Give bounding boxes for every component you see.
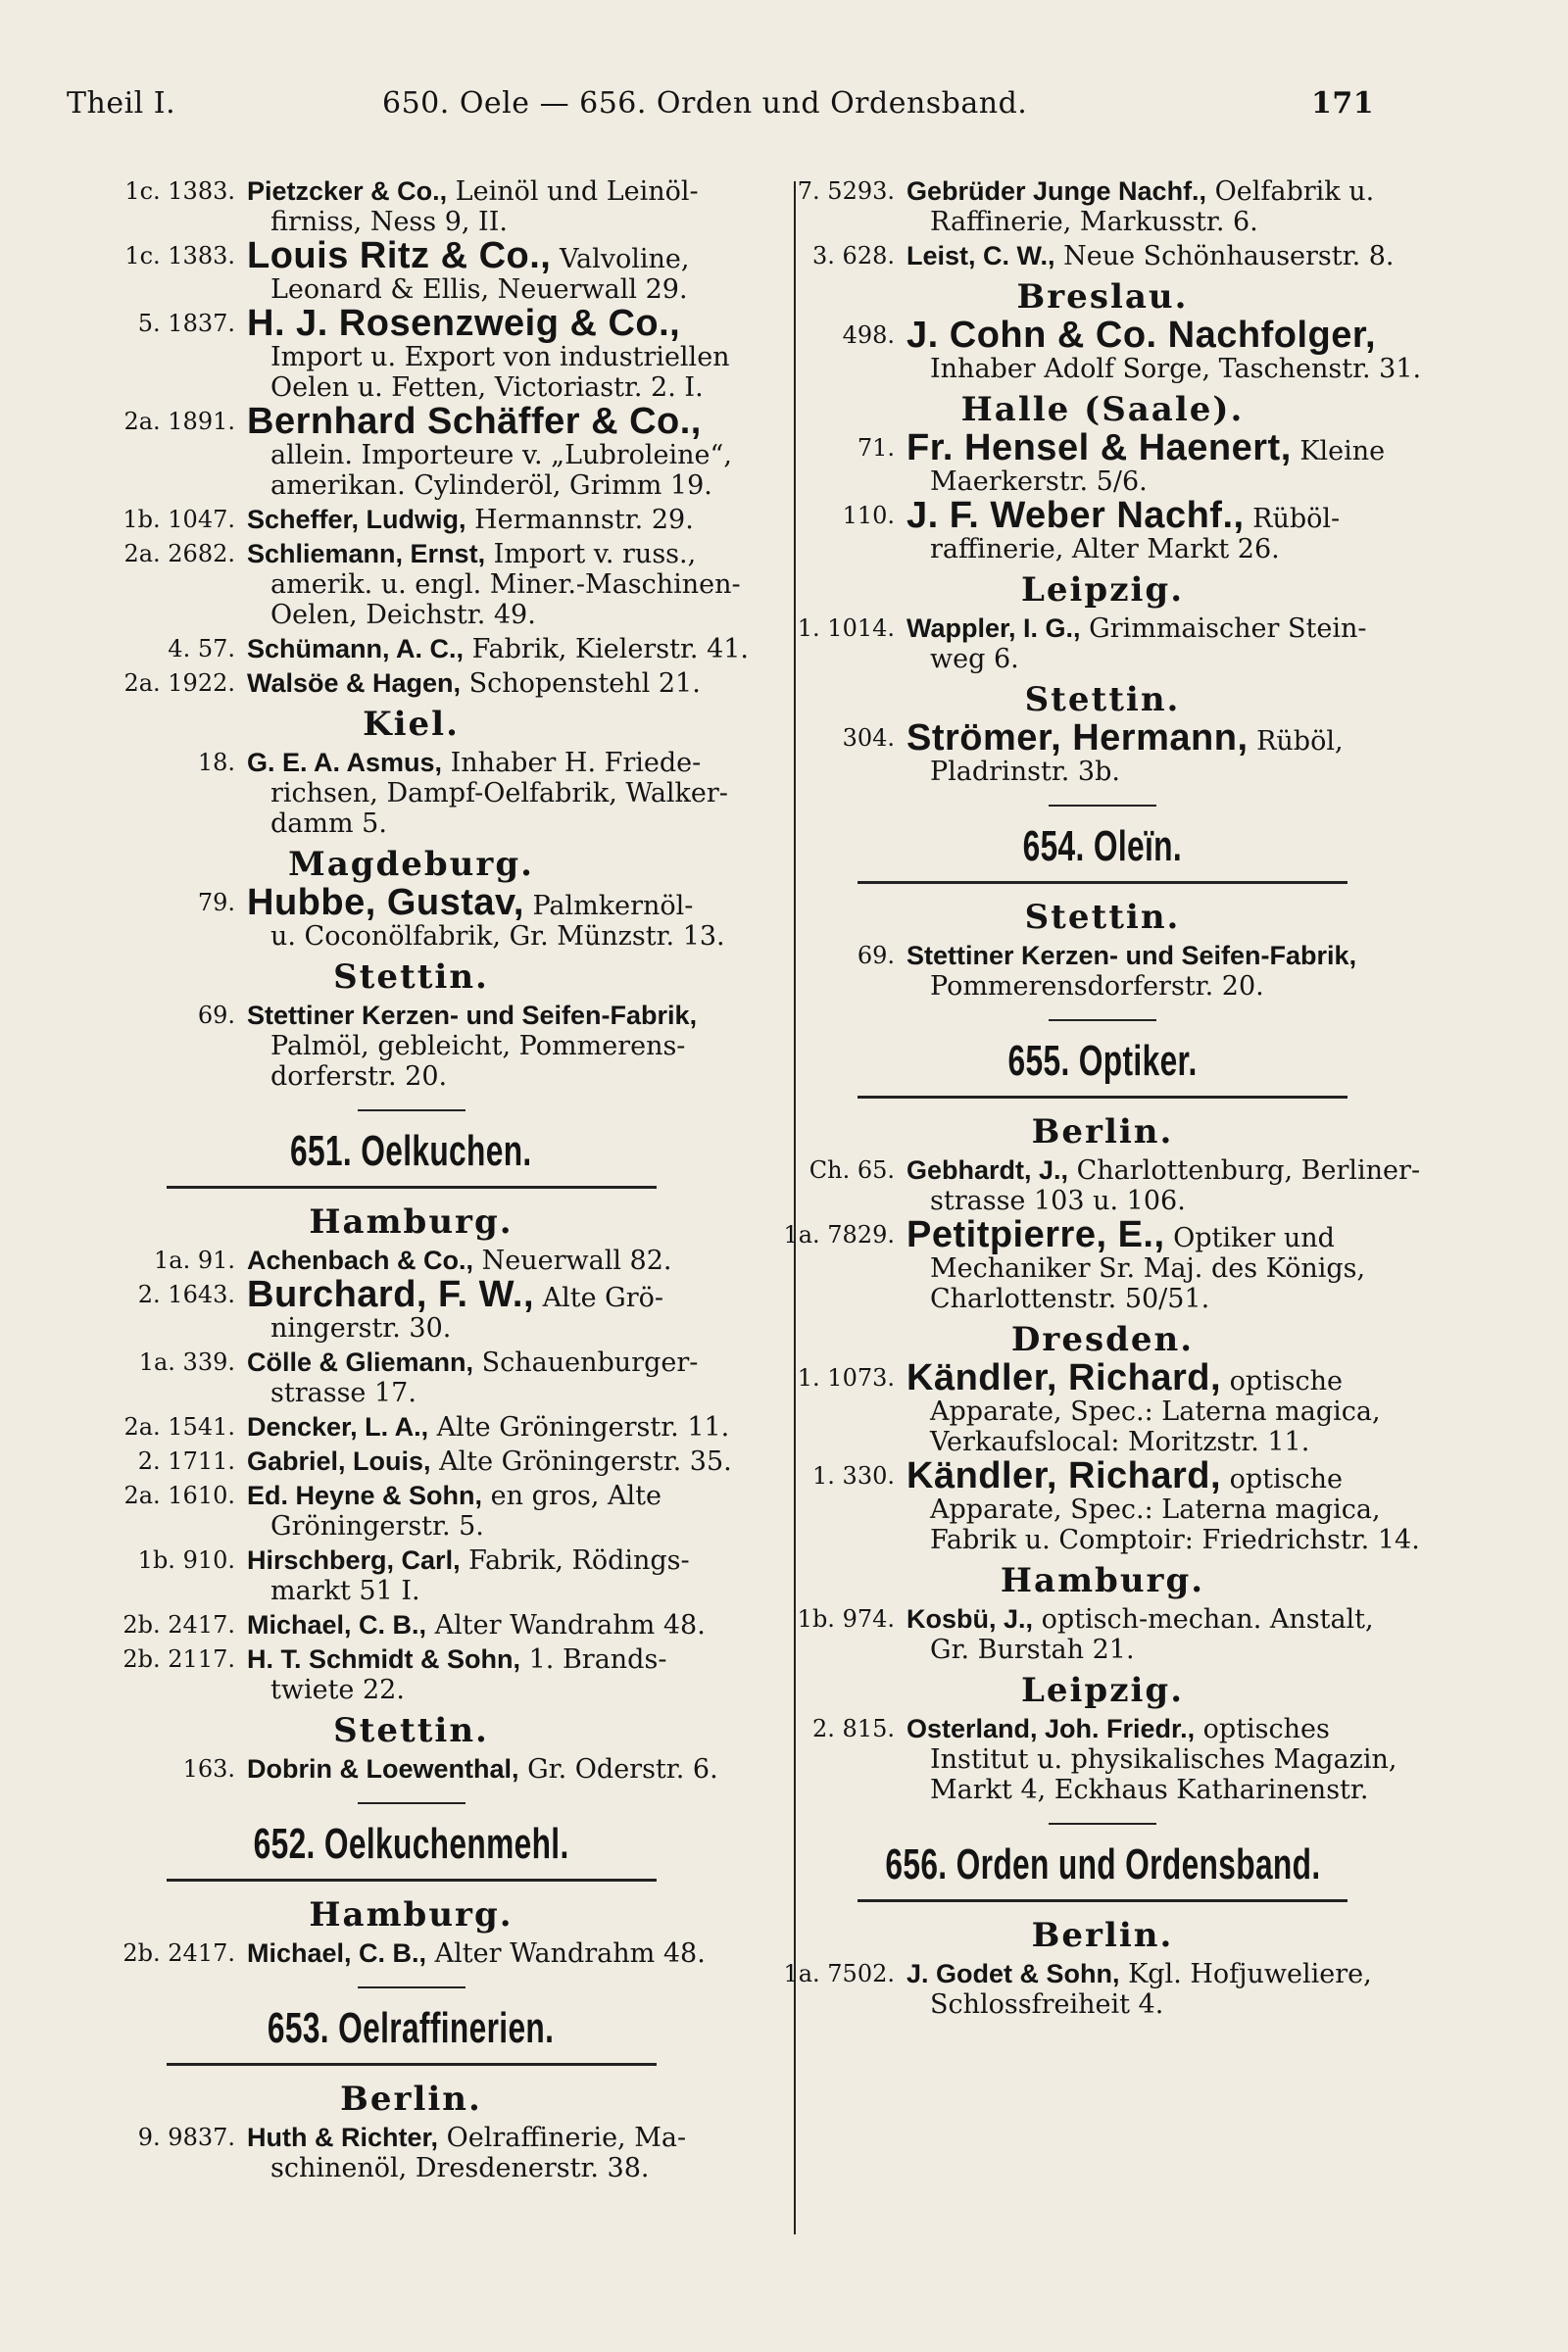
entry-body (906, 1959, 1446, 2020)
entry-continuation: Mechaniker Sr. Maj. des Königs, Charlottenstr. 50/51. (930, 1253, 1366, 1314)
entry-body (247, 1274, 761, 1344)
entry-body (247, 1644, 761, 1705)
directory-entry (760, 613, 1446, 674)
directory-entry (61, 1274, 761, 1344)
city-heading: Berlin. (1031, 1112, 1174, 1152)
entry-detail: Grimmaischer Stein- (1080, 613, 1367, 644)
entry-detail: Optiker und (1164, 1223, 1335, 1253)
section-block (61, 1802, 761, 1882)
entry-number: 1. 1014. (797, 614, 895, 642)
entry-detail: en gros, Alte (482, 1481, 662, 1511)
entry-number: 7. 5293. (797, 177, 895, 205)
entry-body (247, 748, 761, 839)
entry-body (247, 176, 761, 237)
company-name: Petitpierre, E., (906, 1214, 1165, 1255)
entry-continuation: richsen, Dampf-Oelfabrik, Walker-damm 5. (270, 778, 728, 839)
directory-entry (61, 1938, 761, 1969)
entry-number: 2b. 2417. (122, 1939, 235, 1967)
directory-entry (760, 941, 1446, 1002)
entry-body (906, 427, 1446, 497)
header-part-label: Theil I. (67, 86, 176, 121)
entry-continuation: Pladrinstr. 3b. (930, 757, 1120, 787)
company-name: Bernhard Schäffer & Co., (247, 401, 702, 442)
directory-entry (760, 1714, 1446, 1805)
section-rule-long (858, 1096, 1348, 1099)
entry-detail: Inhaber H. Friede- (442, 748, 702, 778)
company-name: Strömer, Hermann, (906, 717, 1249, 759)
entry-detail: Kgl. Hofjuweliere, (1119, 1959, 1372, 1989)
section-rule-long (167, 1186, 657, 1189)
entry-number: 2a. 1891. (123, 408, 235, 435)
entry-body (906, 717, 1446, 787)
company-name: Gabriel, Louis, (247, 1446, 431, 1476)
entry-body (906, 1604, 1446, 1665)
directory-entry (61, 882, 761, 952)
entry-detail: Leinöl und Leinöl- (447, 176, 699, 207)
entry-detail: optische (1221, 1464, 1343, 1494)
directory-entry (61, 1754, 761, 1785)
directory-entry (760, 495, 1446, 564)
entry-continuation: u. Coconölfabrik, Gr. Münzstr. 13. (270, 921, 725, 952)
entry-detail: optisches (1195, 1714, 1330, 1744)
company-name: Leist, C. W., (906, 241, 1055, 270)
entry-continuation: weg 6. (930, 644, 1019, 674)
entry-body (906, 1714, 1446, 1805)
city-heading: Berlin. (1031, 1916, 1174, 1955)
directory-entry (61, 1348, 761, 1408)
directory-entry (61, 1610, 761, 1641)
entry-body (247, 634, 761, 664)
entry-body (906, 176, 1446, 237)
entry-number: 110. (842, 502, 895, 529)
entry-continuation: twiete 22. (270, 1675, 405, 1705)
entry-detail: Alter Wandrahm 48. (426, 1938, 706, 1969)
entry-body (906, 1214, 1446, 1314)
section-rule-long (858, 1899, 1348, 1902)
entry-body (247, 882, 761, 952)
entry-number: 1a. 7829. (783, 1221, 895, 1249)
entry-detail: Charlottenburg, Berliner- (1068, 1155, 1421, 1186)
entry-continuation: Schlossfreiheit 4. (930, 1989, 1164, 2020)
entry-number: 3. 628. (812, 242, 895, 270)
entry-body (247, 303, 761, 403)
directory-entry (61, 748, 761, 839)
entry-detail: Rüböl, (1248, 726, 1344, 757)
entry-detail: Alter Wandrahm 48. (426, 1610, 706, 1641)
entry-number: 1b. 974. (797, 1605, 895, 1633)
entry-number: 163. (182, 1755, 235, 1783)
entry-continuation: Palmöl, gebleicht, Pommerens-dorferstr. 20. (270, 1031, 686, 1092)
entry-continuation: Institut u. physikalisches Magazin, Markt 4, Eckhaus Katharinenstr. (930, 1744, 1397, 1805)
directory-entry (760, 1155, 1446, 1216)
company-name: Dobrin & Loewenthal, (247, 1754, 519, 1784)
entry-body (247, 1412, 761, 1443)
entry-detail: Neuerwall 82. (473, 1246, 672, 1276)
company-name: Kändler, Richard, (906, 1357, 1222, 1398)
company-name: Schliemann, Ernst, (247, 539, 486, 568)
directory-entry (61, 1446, 761, 1477)
entry-continuation: allein. Importeure v. „Lubroleine“, amerikan. Cylinderöl, Grimm 19. (270, 440, 732, 501)
entry-body (906, 315, 1446, 384)
company-name: G. E. A. Asmus, (247, 748, 443, 777)
section-title: 655. Optiker. (1007, 1037, 1198, 1085)
entry-number: 69. (197, 1002, 235, 1029)
city-heading: Hamburg. (1000, 1561, 1205, 1600)
entry-body (906, 495, 1446, 564)
section-block (760, 1823, 1446, 1902)
entry-number: 1c. 1383. (124, 177, 235, 205)
entry-continuation: Maerkerstr. 5/6. (930, 466, 1148, 497)
section-rule-long (167, 2063, 657, 2066)
company-name: Fr. Hensel & Haenert, (906, 427, 1292, 468)
company-name: Achenbach & Co., (247, 1246, 474, 1275)
right-column (760, 176, 1446, 2024)
entry-continuation: strasse 103 u. 106. (930, 1186, 1186, 1216)
company-name: Stettiner Kerzen- und Seifen-Fabrik, (906, 941, 1357, 970)
entry-body (906, 941, 1446, 1002)
entry-detail: optische (1221, 1366, 1343, 1396)
entry-continuation: Pommerensdorferstr. 20. (930, 971, 1264, 1002)
city-heading: Hamburg. (309, 1202, 514, 1242)
entry-number: 5. 1837. (137, 310, 235, 337)
city-heading: Kiel. (363, 705, 460, 744)
section-rule-long (167, 1879, 657, 1882)
company-name: Michael, C. B., (247, 1610, 427, 1640)
company-name: Walsöe & Hagen, (247, 668, 462, 698)
entry-body (247, 1938, 761, 1969)
entry-body (247, 2123, 761, 2183)
company-name: J. Cohn & Co. Nachfolger, (906, 315, 1377, 356)
company-name: Kändler, Richard, (906, 1455, 1222, 1496)
city-heading: Leipzig. (1020, 570, 1185, 610)
entry-number: 2. 1643. (137, 1281, 235, 1308)
company-name: H. J. Rosenzweig & Co., (247, 303, 681, 344)
directory-entry (760, 176, 1446, 237)
entry-continuation: Gr. Burstah 21. (930, 1635, 1135, 1665)
entry-number: 9. 9837. (137, 2124, 235, 2151)
city-heading: Hamburg. (309, 1895, 514, 1935)
directory-entry (61, 1545, 761, 1606)
entry-detail: Rüböl- (1244, 504, 1341, 534)
city-heading: Dresden. (1010, 1320, 1195, 1359)
company-name: Gebhardt, J., (906, 1155, 1069, 1185)
entry-detail: Fabrik, Rödings- (460, 1545, 690, 1576)
section-block (760, 1019, 1446, 1099)
entry-detail: Valvoline, (551, 244, 690, 274)
entry-number: 1b. 1047. (122, 506, 235, 533)
directory-entry (760, 1214, 1446, 1314)
company-name: Osterland, Joh. Friedr., (906, 1714, 1196, 1743)
company-name: Hirschberg, Carl, (247, 1545, 461, 1575)
directory-entry (61, 539, 761, 630)
entry-body (247, 401, 761, 501)
company-name: Kosbü, J., (906, 1604, 1034, 1634)
entry-detail: Import v. russ., (485, 539, 697, 569)
entry-continuation: schinenöl, Dresdenerstr. 38. (270, 2153, 650, 2183)
city-heading: Halle (Saale). (960, 390, 1245, 429)
entry-body (906, 1357, 1446, 1457)
entry-body (247, 1246, 761, 1276)
company-name: Gebrüder Junge Nachf., (906, 176, 1207, 206)
directory-entry (61, 1412, 761, 1443)
entry-number: 79. (197, 889, 235, 916)
header-section-range: 650. Oele — 656. Orden und Ordensband. (382, 86, 1028, 121)
entry-continuation: raffinerie, Alter Markt 26. (930, 534, 1280, 564)
entry-number: 2b. 2117. (122, 1645, 235, 1673)
entry-number: 18. (197, 749, 235, 776)
directory-entry (61, 176, 761, 237)
entry-continuation: Import u. Export von industriellen Oelen u. Fetten, Victoriastr. 2. I. (270, 342, 730, 403)
entry-body (247, 1348, 761, 1408)
city-heading: Stettin. (333, 1711, 489, 1750)
entry-number: 2a. 2682. (123, 540, 235, 567)
entry-number: 69. (857, 942, 895, 969)
entry-detail: Oelfabrik u. (1206, 176, 1375, 207)
section-block (760, 805, 1446, 884)
entry-body (906, 1155, 1446, 1216)
page-number: 171 (1311, 86, 1375, 121)
entry-continuation: markt 51 I. (270, 1576, 420, 1606)
city-heading: Stettin. (1024, 680, 1181, 719)
entry-detail: Hermannstr. 29. (466, 505, 694, 535)
directory-entry (760, 315, 1446, 384)
entry-detail: Fabrik, Kielerstr. 41. (464, 634, 750, 664)
entry-continuation: Raffinerie, Markusstr. 6. (930, 207, 1258, 237)
entry-body (247, 539, 761, 630)
entry-continuation: Apparate, Spec.: Laterna magica, Fabrik u. Comptoir: Friedrichstr. 14. (930, 1494, 1420, 1555)
entry-detail: Neue Schönhauserstr. 8. (1054, 241, 1395, 271)
company-name: Hubbe, Gustav, (247, 882, 524, 923)
directory-entry (760, 717, 1446, 787)
section-block (61, 1986, 761, 2066)
entry-number: 71. (857, 434, 895, 462)
directory-entry (61, 2123, 761, 2183)
entry-continuation: Leonard & Ellis, Neuerwall 29. (270, 274, 688, 305)
entry-detail: Schauenburger- (473, 1348, 699, 1378)
entry-continuation: amerik. u. engl. Miner.-Maschinen-Oelen, Deichstr. 49. (270, 569, 741, 630)
directory-entry (61, 1246, 761, 1276)
entry-continuation: Inhaber Adolf Sorge, Taschenstr. 31. (930, 354, 1422, 384)
entry-body (906, 613, 1446, 674)
entry-detail: Gr. Oderstr. 6. (518, 1754, 718, 1785)
city-heading: Stettin. (1024, 898, 1181, 937)
entry-number: 1b. 910. (137, 1546, 235, 1574)
entry-number: 1a. 339. (138, 1348, 235, 1376)
company-name: Huth & Richter, (247, 2123, 439, 2152)
entry-detail: Oelraffinerie, Ma- (438, 2123, 687, 2153)
entry-body (247, 1610, 761, 1641)
entry-detail: 1. Brands- (520, 1644, 667, 1675)
directory-entry (61, 401, 761, 501)
company-name: Pietzcker & Co., (247, 176, 448, 206)
entry-number: Ch. 65. (808, 1156, 895, 1184)
company-name: Stettiner Kerzen- und Seifen-Fabrik, (247, 1001, 698, 1030)
section-title: 656. Orden und Ordensband. (884, 1840, 1321, 1888)
section-title: 651. Oelkuchen. (290, 1127, 532, 1175)
entry-continuation: Apparate, Spec.: Laterna magica, Verkaufslocal: Moritzstr. 11. (930, 1396, 1381, 1457)
entry-detail: Alte Grö- (534, 1283, 664, 1313)
directory-entry (760, 1959, 1446, 2020)
entry-body (247, 1481, 761, 1542)
company-name: Ed. Heyne & Sohn, (247, 1481, 483, 1510)
entry-number: 4. 57. (168, 635, 235, 662)
entry-number: 1a. 91. (153, 1247, 235, 1274)
left-column (61, 176, 761, 2187)
section-title: 654. Oleïn. (1022, 822, 1183, 870)
entry-body (247, 1545, 761, 1606)
city-heading: Berlin. (340, 2080, 482, 2119)
city-heading: Breslau. (1016, 277, 1189, 317)
entry-number: 2. 1711. (137, 1447, 235, 1475)
entry-continuation: ningerstr. 30. (270, 1313, 452, 1344)
company-name: J. F. Weber Nachf., (906, 495, 1245, 536)
entry-detail: Alte Gröningerstr. 11. (428, 1412, 730, 1443)
section-rule-short (1049, 805, 1156, 807)
entry-number: 2a. 1922. (123, 669, 235, 697)
directory-entry (61, 1644, 761, 1705)
entry-body (247, 1001, 761, 1092)
company-name: Burchard, F. W., (247, 1274, 535, 1315)
company-name: H. T. Schmidt & Sohn, (247, 1644, 521, 1674)
directory-entry (760, 241, 1446, 271)
directory-entry (61, 634, 761, 664)
section-block (61, 1109, 761, 1189)
entry-body (247, 1446, 761, 1477)
directory-entry (760, 427, 1446, 497)
entry-number: 498. (842, 321, 895, 349)
directory-entry (61, 235, 761, 305)
entry-number: 2. 815. (812, 1715, 895, 1742)
city-heading: Leipzig. (1020, 1671, 1185, 1710)
entry-detail: optisch-mechan. Anstalt, (1033, 1604, 1374, 1635)
entry-body (247, 668, 761, 699)
entry-body (247, 235, 761, 305)
entry-continuation: Gröningerstr. 5. (270, 1511, 484, 1542)
entry-continuation: firniss, Ness 9, II. (270, 207, 508, 237)
company-name: Michael, C. B., (247, 1938, 427, 1968)
entry-number: 2a. 1541. (123, 1413, 235, 1441)
entry-number: 2a. 1610. (123, 1482, 235, 1509)
city-heading: Magdeburg. (288, 845, 534, 884)
company-name: Louis Ritz & Co., (247, 235, 552, 276)
entry-body (906, 1455, 1446, 1555)
entry-detail: Kleine (1291, 436, 1386, 466)
directory-entry (61, 668, 761, 699)
city-heading: Stettin. (333, 957, 489, 997)
directory-entry (760, 1455, 1446, 1555)
entry-continuation: strasse 17. (270, 1378, 416, 1408)
company-name: Scheffer, Ludwig, (247, 505, 466, 534)
entry-detail: Alte Gröningerstr. 35. (430, 1446, 732, 1477)
section-rule-short (1049, 1019, 1156, 1021)
entry-body (247, 505, 761, 535)
section-rule-short (1049, 1823, 1156, 1825)
directory-entry (61, 505, 761, 535)
section-rule-short (358, 1986, 466, 1988)
section-rule-short (358, 1802, 466, 1804)
directory-entry (61, 303, 761, 403)
entry-number: 304. (842, 724, 895, 752)
section-rule-short (358, 1109, 466, 1111)
entry-number: 1. 1073. (797, 1364, 895, 1392)
directory-entry (760, 1604, 1446, 1665)
company-name: Schümann, A. C., (247, 634, 465, 663)
directory-entry (61, 1481, 761, 1542)
company-name: Wappler, I. G., (906, 613, 1081, 643)
section-rule-long (858, 881, 1348, 884)
entry-body (247, 1754, 761, 1785)
section-title: 652. Oelkuchenmehl. (253, 1820, 569, 1868)
section-title: 653. Oelraffinerien. (268, 2004, 555, 2052)
entry-number: 1a. 7502. (783, 1960, 895, 1987)
entry-body (906, 241, 1446, 271)
entry-number: 1. 330. (812, 1462, 895, 1490)
company-name: J. Godet & Sohn, (906, 1959, 1120, 1988)
directory-entry (61, 1001, 761, 1092)
entry-detail: Schopenstehl 21. (461, 668, 701, 699)
entry-detail: Palmkernöl- (523, 891, 694, 921)
company-name: Dencker, L. A., (247, 1412, 429, 1442)
entry-number: 2b. 2417. (122, 1611, 235, 1639)
company-name: Cölle & Gliemann, (247, 1348, 474, 1377)
directory-entry (760, 1357, 1446, 1457)
entry-number: 1c. 1383. (124, 242, 235, 270)
